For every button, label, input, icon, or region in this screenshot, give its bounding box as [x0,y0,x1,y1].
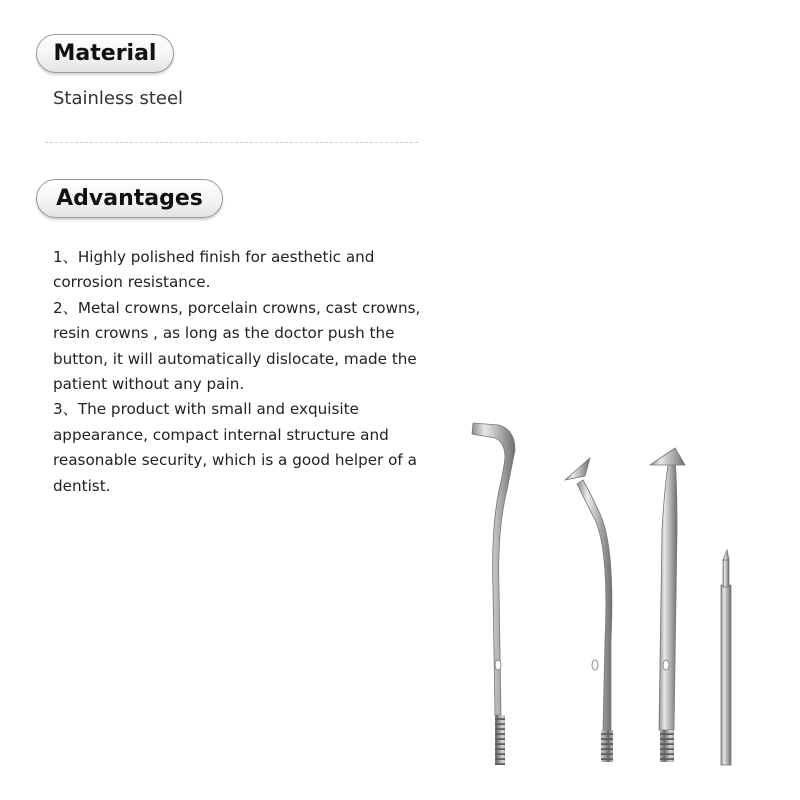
hooked-tip [472,423,515,765]
section-divider [45,142,418,143]
material-value: Stainless steel [53,88,184,109]
advantage-item-2: 2、Metal crowns, porcelain crowns, cast crowns, resin crowns , as long as the doctor push the button, it will automatically dislocate, made the patient without any pain. [53,298,421,394]
curved-tip [565,458,613,762]
advantage-item-1: 1、Highly polished finish for aesthetic and corrosion resistance. [53,248,375,292]
material-heading: Material [53,41,157,66]
advantages-heading-pill [36,179,223,218]
material-heading-pill [36,34,174,73]
dental-crown-remover-tips-icon [455,410,755,780]
advantage-item-3: 3、The product with small and exquisite appearance, compact internal structure and reasonable security, which is a good helper of a dentist. [53,400,417,495]
advantages-heading: Advantages [56,186,203,211]
straight-pin-tip [721,550,731,765]
advantages-list [53,245,425,499]
straight-blade-tip [650,448,685,762]
